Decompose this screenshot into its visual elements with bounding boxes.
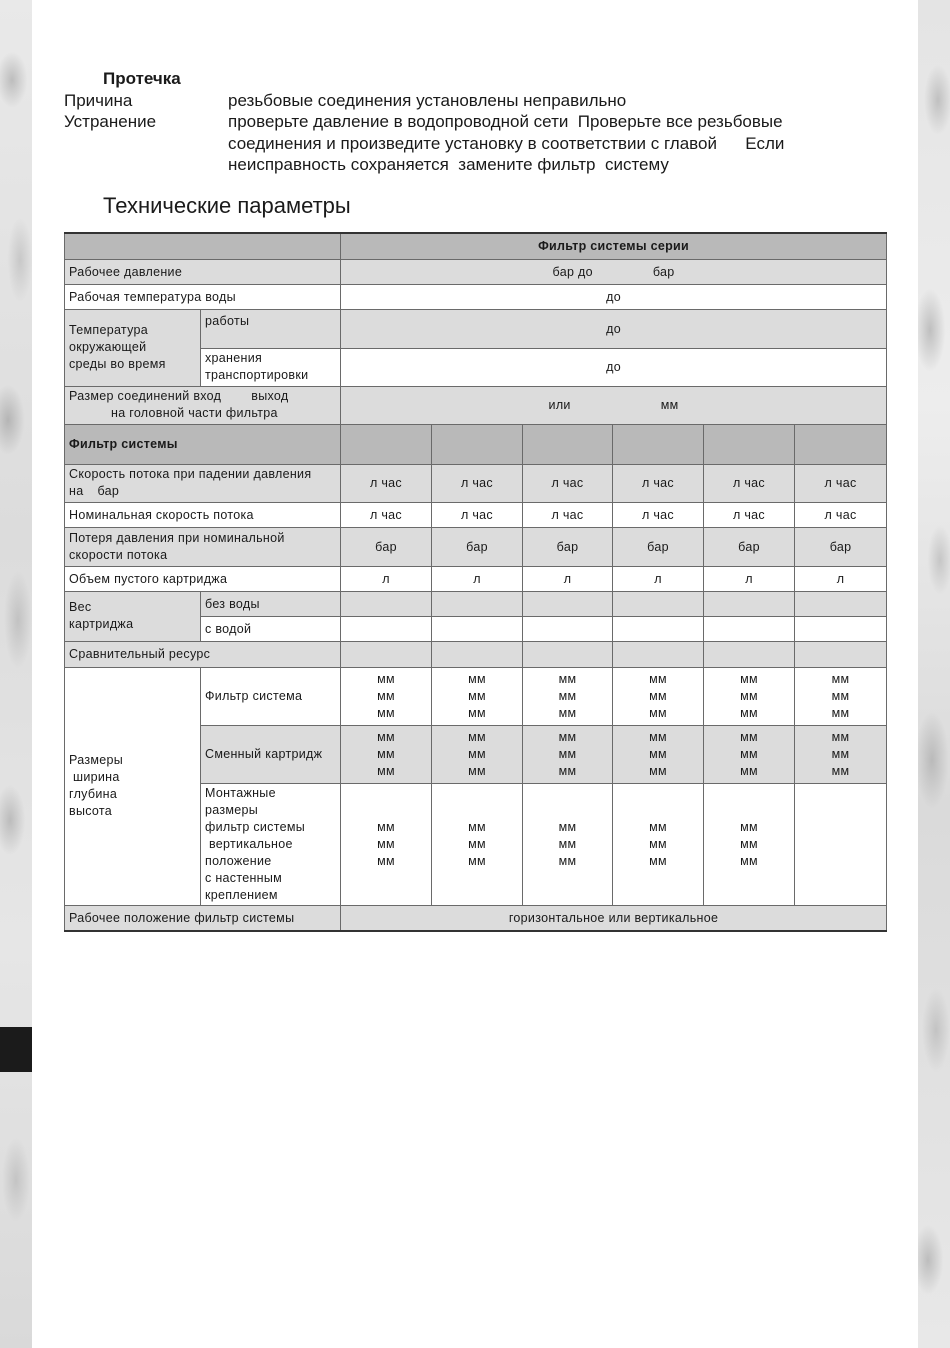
dims-mount-cell (341, 783, 432, 905)
dim-value: мм (649, 763, 667, 778)
connection-value-or: или (548, 398, 571, 412)
dims-mount-cell (432, 783, 523, 905)
resource-cell (432, 641, 523, 667)
dim-value: мм (377, 763, 395, 778)
dim-value: мм (740, 688, 758, 703)
ambient-storage-value: до (341, 348, 887, 386)
pressure-loss-cell: бар (613, 527, 704, 566)
dim-value: мм (377, 836, 395, 851)
dims-label-line-2: ширина (73, 770, 120, 784)
dims-cartridge-label: Сменный картридж (201, 725, 341, 783)
weight-wet-cell (704, 616, 795, 641)
weight-dry-cell (432, 591, 523, 616)
pressure-loss-label (65, 527, 341, 566)
dim-value: мм (468, 729, 486, 744)
dim-value: мм (740, 729, 758, 744)
dims-mount-cell (523, 783, 613, 905)
pressure-loss-cell: бар (341, 527, 432, 566)
ambient-work-row (65, 309, 887, 348)
ambient-label-line-3: среды во время (69, 357, 166, 371)
connection-label (65, 386, 341, 424)
cause-label: Причина (64, 90, 133, 110)
dims-cartridge-cell (523, 725, 613, 783)
flow-drop-cell: л час (341, 464, 432, 502)
flow-drop-cell: л час (432, 464, 523, 502)
pressure-loss-label-line-2: скорости потока (69, 547, 168, 562)
model-cell (704, 424, 795, 464)
resource-cell (704, 641, 795, 667)
dim-value: мм (649, 688, 667, 703)
dim-value: мм (831, 763, 850, 778)
dim-value: мм (377, 819, 395, 834)
dim-value: мм (558, 705, 577, 720)
storage-label-line-2: транспортировки (205, 368, 309, 382)
dims-filter-cell (432, 667, 523, 725)
dim-value: мм (649, 746, 667, 761)
pressure-loss-label-line-1: Потеря давления при номинальной (69, 530, 285, 545)
cause-row (64, 90, 884, 112)
pressure-loss-row (65, 527, 887, 566)
dim-value: мм (468, 763, 486, 778)
cartridge-volume-cell: л (523, 566, 613, 591)
dim-value: мм (831, 671, 850, 686)
model-cell (795, 424, 887, 464)
connection-row (65, 386, 887, 424)
blank-header-cell (65, 233, 341, 259)
resource-cell (341, 641, 432, 667)
fix-line-3: неисправность сохраняется замените фильтр систему (228, 155, 669, 174)
weight-label (65, 591, 201, 641)
cartridge-volume-label: Объем пустого картриджа (65, 566, 341, 591)
flow-drop-label-line-1: Скорость потока при падении давления (69, 467, 312, 481)
trouble-heading: Протечка (103, 69, 181, 88)
dim-value: мм (377, 671, 395, 686)
dim-value: мм (740, 819, 758, 834)
dims-filter-cell (523, 667, 613, 725)
model-cell (613, 424, 704, 464)
weight-dry-cell (613, 591, 704, 616)
ambient-label (65, 309, 201, 386)
pressure-loss-cell: бар (704, 527, 795, 566)
dims-cartridge-cell (704, 725, 795, 783)
dim-value: мм (468, 705, 486, 720)
dims-label-line-3: глубина (69, 787, 118, 801)
position-label: Рабочее положение фильтр системы (65, 905, 341, 931)
cartridge-volume-cell: л (341, 566, 432, 591)
dim-value: мм (831, 705, 850, 720)
dim-value: мм (468, 688, 486, 703)
dims-label (65, 667, 201, 905)
connection-label-out: выход (251, 389, 289, 403)
pressure-loss-cell: бар (523, 527, 613, 566)
dim-value: мм (649, 836, 667, 851)
dims-mount-cell (704, 783, 795, 905)
weight-dry-label: без воды (201, 591, 341, 616)
dim-value: мм (468, 819, 486, 834)
nominal-flow-cell: л час (704, 502, 795, 527)
page-section-tab (0, 1027, 32, 1072)
connection-value (341, 386, 887, 424)
flow-drop-cell: л час (704, 464, 795, 502)
weight-dry-cell (523, 591, 613, 616)
weight-wet-cell (341, 616, 432, 641)
dim-value: мм (649, 705, 667, 720)
weight-wet-cell (795, 616, 887, 641)
dims-cartridge-cell (795, 725, 887, 783)
weight-dry-cell (704, 591, 795, 616)
pressure-value (341, 259, 887, 284)
dims-cartridge-cell (432, 725, 523, 783)
nominal-flow-label: Номинальная скорость потока (65, 502, 341, 527)
dims-mount-cell (613, 783, 704, 905)
pressure-loss-cell: бар (795, 527, 887, 566)
nominal-flow-cell: л час (432, 502, 523, 527)
dim-value: мм (377, 688, 395, 703)
dim-value: мм (740, 705, 758, 720)
fix-label: Устранение (64, 112, 157, 131)
series-header-row (65, 233, 887, 259)
connection-value-mm: мм (660, 398, 679, 412)
dim-value: мм (649, 729, 667, 744)
fix-row (64, 111, 884, 176)
dims-mount-label (201, 783, 341, 905)
dims-filter-cell (704, 667, 795, 725)
water-temp-row (65, 284, 887, 309)
ambient-storage-label (201, 348, 341, 386)
nominal-flow-cell: л час (613, 502, 704, 527)
dims-filter-cell (613, 667, 704, 725)
dim-value: мм (558, 836, 577, 851)
weight-dry-cell (795, 591, 887, 616)
position-value: горизонтальное или вертикальное (341, 905, 887, 931)
decorative-left-border (0, 0, 32, 1348)
cartridge-volume-cell: л (704, 566, 795, 591)
weight-wet-cell (613, 616, 704, 641)
flow-drop-cell: л час (795, 464, 887, 502)
pressure-loss-cell: бар (432, 527, 523, 566)
troubleshooting-block (64, 68, 884, 176)
cause-text: резьбовые соединения установлены неправильно (228, 90, 627, 110)
cartridge-volume-cell: л (795, 566, 887, 591)
dim-value: мм (558, 763, 577, 778)
resource-cell (523, 641, 613, 667)
dim-value: мм (468, 836, 486, 851)
mount-label-line-6: с настенным (205, 870, 283, 885)
flow-drop-label-bar: бар (97, 484, 120, 498)
dim-value: мм (377, 729, 395, 744)
weight-wet-label: с водой (201, 616, 341, 641)
cartridge-volume-row (65, 566, 887, 591)
nominal-flow-cell: л час (523, 502, 613, 527)
dim-value: мм (558, 819, 577, 834)
dim-value: мм (377, 746, 395, 761)
dims-mount-cell-empty (795, 783, 887, 905)
dim-value: мм (740, 763, 758, 778)
dim-value: мм (740, 836, 758, 851)
dim-value: мм (558, 853, 577, 868)
dim-value: мм (377, 705, 395, 720)
flow-drop-label (65, 464, 341, 502)
dim-value: мм (649, 819, 667, 834)
weight-label-line-2: картриджа (69, 617, 134, 631)
fix-line-1: проверьте давление в водопроводной сети Проверьте все резьбовые (228, 112, 783, 131)
connection-label-line-2: на головной части фильтра (111, 406, 278, 420)
weight-wet-cell (432, 616, 523, 641)
dim-value: мм (649, 671, 667, 686)
flow-drop-cell: л час (613, 464, 704, 502)
ambient-label-line-2: окружающей (69, 340, 147, 354)
model-cell (523, 424, 613, 464)
dim-value: мм (740, 853, 758, 868)
resource-row (65, 641, 887, 667)
water-temp-value: до (341, 284, 887, 309)
mount-label-line-2: размеры (205, 802, 259, 817)
weight-label-line-1: Вес (69, 600, 92, 614)
mount-label-line-5: положение (205, 853, 272, 868)
weight-dry-cell (341, 591, 432, 616)
mount-label-line-3: фильтр системы (205, 819, 306, 834)
mount-label-line-4: вертикальное (209, 836, 293, 851)
dim-value: мм (468, 671, 486, 686)
dims-filter-cell (341, 667, 432, 725)
spec-table (64, 232, 887, 932)
pressure-row (65, 259, 887, 284)
nominal-flow-cell: л час (341, 502, 432, 527)
model-cell (341, 424, 432, 464)
flow-drop-cell: л час (523, 464, 613, 502)
dims-filter-cell (795, 667, 887, 725)
flow-drop-row (65, 464, 887, 502)
ambient-work-label: работы (201, 309, 341, 348)
dim-value: мм (468, 746, 486, 761)
connection-label-in: Размер соединений вход (69, 389, 222, 403)
cartridge-volume-cell: л (432, 566, 523, 591)
dim-value: мм (831, 688, 850, 703)
resource-label: Сравнительный ресурс (65, 641, 341, 667)
dim-value: мм (740, 746, 758, 761)
weight-dry-row (65, 591, 887, 616)
model-header: Фильтр системы (65, 424, 341, 464)
dim-value: мм (649, 853, 667, 868)
fix-text (228, 111, 884, 176)
fix-line-2: соединения и произведите установку в соответствии с главой Если (228, 133, 785, 153)
model-header-row (65, 424, 887, 464)
dims-cartridge-cell (613, 725, 704, 783)
cartridge-volume-cell: л (613, 566, 704, 591)
dim-value: мм (558, 729, 577, 744)
ambient-work-value: до (341, 309, 887, 348)
dim-value: мм (377, 853, 395, 868)
pressure-value-to: бар (652, 264, 675, 279)
dims-label-line-4: высота (69, 804, 113, 818)
series-header: Фильтр системы серии (341, 233, 887, 259)
flow-drop-label-on: на (69, 484, 84, 498)
mount-label-line-7: креплением (205, 887, 278, 902)
mount-label-line-1: Монтажные (205, 785, 276, 800)
dims-cartridge-cell (341, 725, 432, 783)
water-temp-label: Рабочая температура воды (65, 284, 341, 309)
model-cell (432, 424, 523, 464)
nominal-flow-cell: л час (795, 502, 887, 527)
dim-value: мм (558, 671, 577, 686)
dim-value: мм (831, 746, 850, 761)
storage-label-line-1: хранения (205, 351, 263, 365)
dim-value: мм (558, 688, 577, 703)
dim-value: мм (558, 746, 577, 761)
pressure-label: Рабочее давление (65, 259, 341, 284)
resource-cell (613, 641, 704, 667)
dim-value: мм (740, 671, 758, 686)
decorative-right-border (918, 0, 950, 1348)
pressure-value-from: бар до (552, 264, 593, 279)
ambient-label-line-1: Температура (69, 323, 149, 337)
dim-value: мм (831, 729, 850, 744)
section-title: Технические параметры (103, 193, 351, 218)
dim-value: мм (468, 853, 486, 868)
dims-filter-row (65, 667, 887, 725)
dims-filter-label: Фильтр система (201, 667, 341, 725)
nominal-flow-row (65, 502, 887, 527)
dims-label-line-1: Размеры (69, 753, 124, 767)
resource-cell (795, 641, 887, 667)
position-row (65, 905, 887, 931)
weight-wet-cell (523, 616, 613, 641)
